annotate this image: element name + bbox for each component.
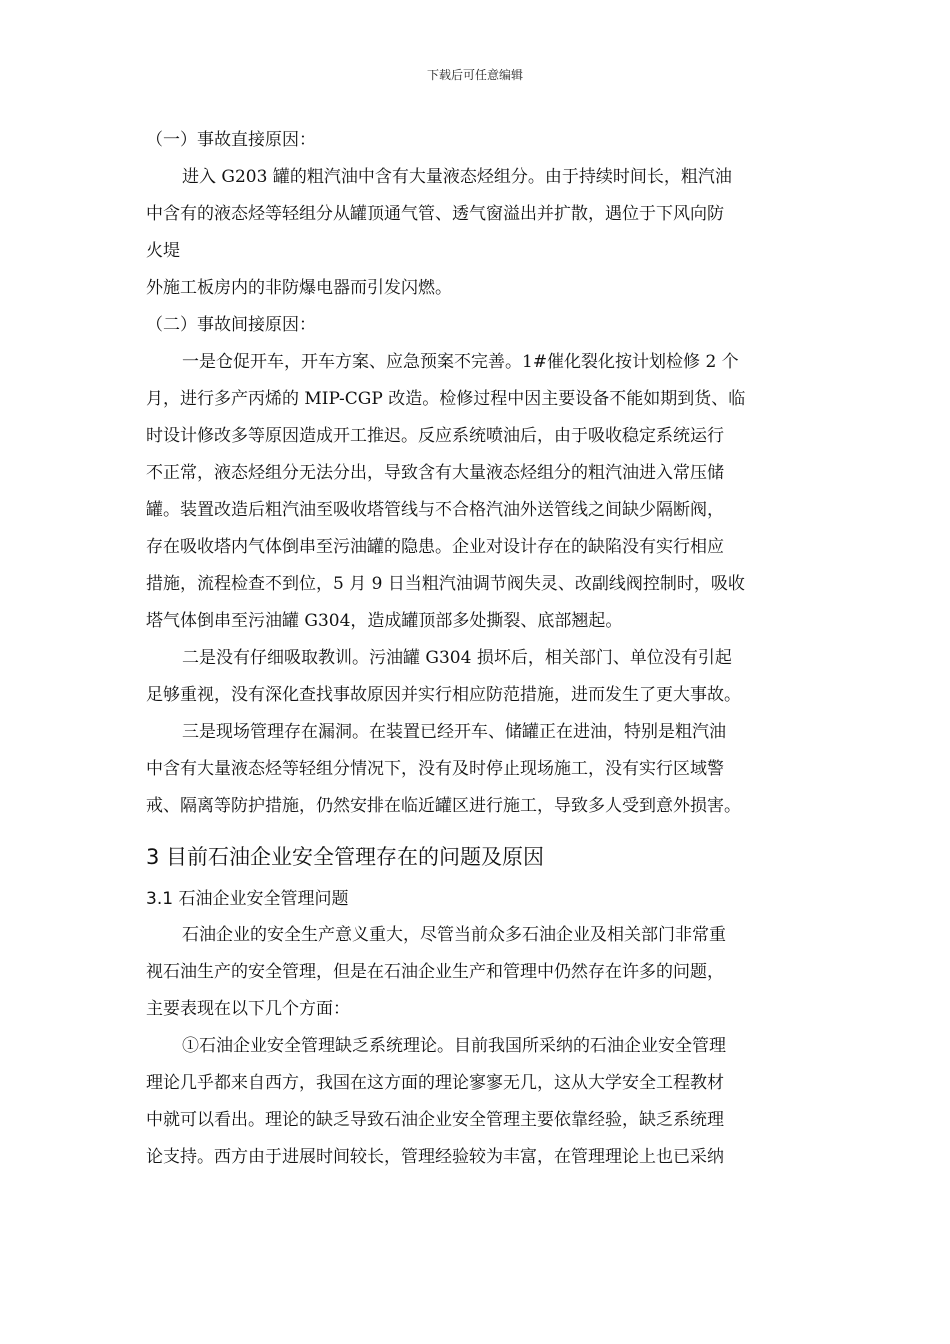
paragraph-line: 存在吸收塔内气体倒串至污油罐的隐患。企业对设计存在的缺陷没有实行相应 [146,537,724,557]
paragraph-line: 一是仓促开车，开车方案、应急预案不完善。1#催化裂化按计划检修 2 个 [182,352,739,372]
paragraph-line: 不正常，液态烃组分无法分出，导致含有大量液态烃组分的粗汽油进入常压储 [146,463,724,483]
paragraph-line: 中含有大量液态烃等轻组分情况下，没有及时停止现场施工，没有实行区域警 [146,759,724,779]
paragraph-line: 塔气体倒串至污油罐 G304，造成罐顶部多处撕裂、底部翘起。 [146,611,623,631]
paragraph-line: 二是没有仔细吸取教训。污油罐 G304 损坏后，相关部门、单位没有引起 [182,648,732,668]
chapter-heading: 3 目前石油企业安全管理存在的问题及原因 [146,845,545,869]
paragraph-line: ①石油企业安全管理缺乏系统理论。目前我国所采纳的石油企业安全管理 [182,1036,726,1056]
paragraph-line: 罐。装置改造后粗汽油至吸收塔管线与不合格汽油外送管线之间缺少隔断阀， [146,500,724,520]
paragraph-line: 理论几乎都来自西方，我国在这方面的理论寥寥无几，这从大学安全工程教材 [146,1073,724,1093]
paragraph-line: 石油企业的安全生产意义重大，尽管当前众多石油企业及相关部门非常重 [182,925,726,945]
section-title-direct-cause: （一）事故直接原因： [146,130,316,150]
section-title-indirect-cause: （二）事故间接原因： [146,315,316,335]
paragraph-line: 月，进行多产丙烯的 MIP-CGP 改造。检修过程中因主要设备不能如期到货、临 [146,389,746,409]
paragraph-line: 视石油生产的安全管理，但是在石油企业生产和管理中仍然存在许多的问题， [146,962,724,982]
page-header: 下载后可任意编辑 [426,68,523,82]
subsection-heading: 3.1 石油企业安全管理问题 [146,889,349,909]
paragraph-line: 戒、隔离等防护措施，仍然安排在临近罐区进行施工，导致多人受到意外损害。 [146,796,741,816]
paragraph-line: 措施，流程检查不到位，5 月 9 日当粗汽油调节阀失灵、改副线阀控制时，吸收 [146,574,745,594]
paragraph-line: 进入 G203 罐的粗汽油中含有大量液态烃组分。由于持续时间长，粗汽油 [182,167,732,187]
paragraph-line: 外施工板房内的非防爆电器而引发闪燃。 [146,278,452,298]
paragraph-line: 时设计修改多等原因造成开工推迟。反应系统喷油后，由于吸收稳定系统运行 [146,426,724,446]
paragraph-line: 论支持。西方由于进展时间较长，管理经验较为丰富，在管理理论上也已采纳 [146,1147,724,1167]
paragraph-line: 主要表现在以下几个方面： [146,999,350,1019]
paragraph-line: 中就可以看出。理论的缺乏导致石油企业安全管理主要依靠经验，缺乏系统理 [146,1110,724,1130]
paragraph-line: 足够重视，没有深化查找事故原因并实行相应防范措施，进而发生了更大事故。 [146,685,741,705]
paragraph-line: 火堤 [146,241,180,261]
document-body [146,122,810,1176]
paragraph-line: 中含有的液态烃等轻组分从罐顶通气管、透气窗溢出并扩散，遇位于下风向防 [146,204,724,224]
paragraph-line: 三是现场管理存在漏洞。在装置已经开车、储罐正在进油，特别是粗汽油 [182,722,726,742]
